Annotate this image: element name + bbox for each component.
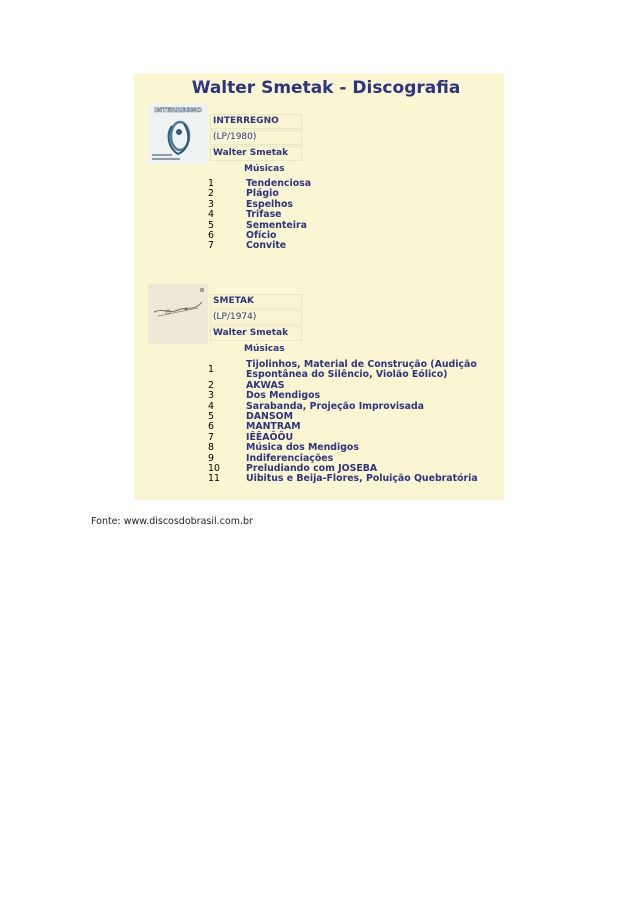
- tracks-label: Músicas: [244, 344, 285, 354]
- album-info-interregno: [210, 114, 302, 162]
- track-title: Música dos Mendigos: [246, 442, 359, 454]
- album-name: SMETAK: [210, 294, 302, 309]
- track-title: Convite: [246, 240, 287, 252]
- track-row: [204, 474, 504, 484]
- album-artist: Walter Smetak: [210, 326, 302, 341]
- track-number: 2: [208, 379, 214, 391]
- track-number: 11: [208, 473, 220, 485]
- track-number: 7: [208, 431, 214, 443]
- tracks-label: Músicas: [244, 164, 285, 174]
- svg-text:INTERREGNO: INTERREGNO: [154, 106, 202, 114]
- track-row: [204, 360, 504, 381]
- track-number: 2: [208, 188, 214, 200]
- track-number: 1: [208, 364, 214, 376]
- track-number: 6: [208, 421, 214, 433]
- track-title: Espelhos: [246, 198, 293, 210]
- track-number: 5: [208, 219, 214, 231]
- track-number: 1: [208, 178, 214, 189]
- album-info-smetak: [210, 294, 302, 342]
- track-title: IÊÊAÔÔU: [246, 431, 294, 443]
- track-title: Dos Mendigos: [246, 390, 321, 402]
- track-title: Sarabanda, Projeção Improvisada: [246, 400, 424, 412]
- track-number: 10: [208, 463, 220, 475]
- track-number: 4: [208, 400, 214, 412]
- track-title: DANSOM: [246, 411, 293, 423]
- page-title: Walter Smetak - Discografia: [191, 78, 461, 98]
- track-number: 8: [208, 442, 214, 454]
- track-number: 9: [208, 452, 214, 464]
- album-format: (LP/1974): [210, 310, 302, 325]
- track-title: AKWAS: [246, 379, 285, 391]
- album-cover-smetak[interactable]: [148, 284, 208, 344]
- tracklist-smetak: [204, 360, 504, 485]
- album-art-interregno: [148, 104, 208, 164]
- track-title: Indiferenciações: [246, 452, 334, 464]
- discography-panel: [134, 74, 504, 500]
- tracklist-interregno: [204, 179, 504, 252]
- track-number: 6: [208, 230, 214, 242]
- track-title: Ofício: [246, 230, 277, 242]
- track-number: 3: [208, 198, 214, 210]
- track-title: Sementeira: [246, 219, 307, 231]
- album-format: (LP/1980): [210, 130, 302, 145]
- track-number: 5: [208, 411, 214, 423]
- track-title: Preludiando com JOSEBA: [246, 463, 378, 475]
- album-art-smetak: [148, 284, 208, 344]
- track-number: 3: [208, 390, 214, 402]
- source-note: Fonte: www.discosdobrasil.com.br: [91, 516, 253, 527]
- track-title: Tendenciosa: [246, 178, 312, 189]
- track-number: 7: [208, 240, 214, 252]
- track-title: MANTRAM: [246, 421, 301, 433]
- album-cover-interregno[interactable]: [148, 104, 208, 164]
- track-title: Uibitus e Beija-Flores, Poluição Quebratória: [246, 473, 478, 485]
- track-number: 4: [208, 209, 214, 221]
- track-title: Plágio: [246, 188, 279, 200]
- track-row: [204, 241, 504, 251]
- album-name: INTERREGNO: [210, 114, 302, 129]
- track-title: Tijolinhos, Material de Construção (Audição Espontânea do Silêncio, Violão Eólico): [246, 359, 477, 381]
- track-title: Trifase: [246, 209, 282, 221]
- album-artist: Walter Smetak: [210, 146, 302, 161]
